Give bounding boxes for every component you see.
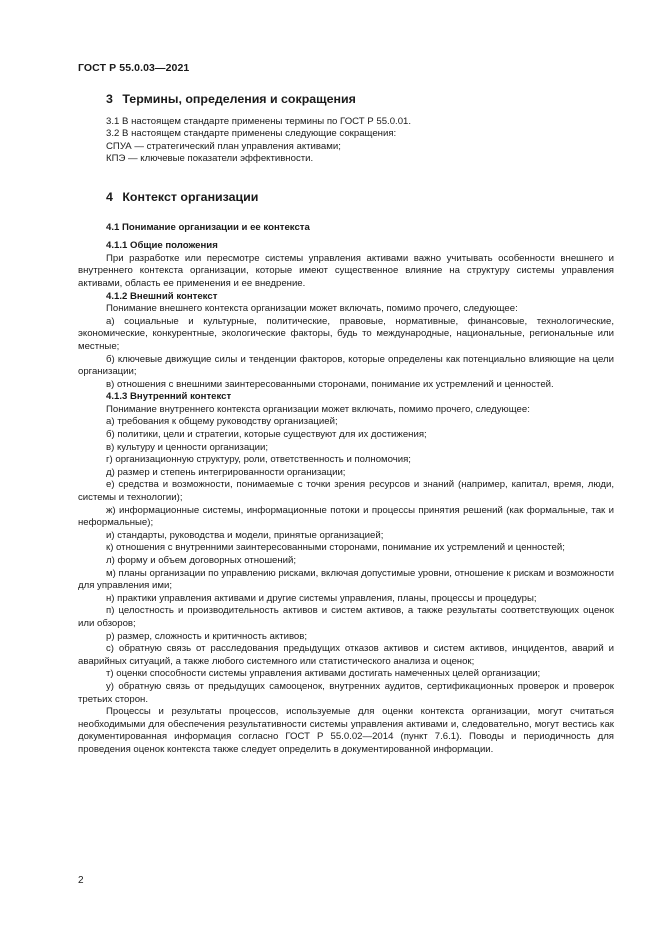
list-item-internal: г) организационную структуру, роли, ответственность и полномочия; [106, 454, 411, 466]
list-item-internal: к) отношения с внутренними заинтересованными сторонами, понимание их устремлений и ценностей; [106, 542, 565, 554]
list-item-internal: р) размер, сложность и критичность активов; [106, 630, 308, 642]
list-item-internal: б) политики, цели и стратегии, которые существуют для их достижения; [106, 429, 427, 441]
list-item-internal: п) целостность и производительность активов и систем активов, а также результаты соответствующих оценок или обзоров; [78, 605, 614, 629]
subsection-4-1-2-heading: 4.1.2 Внешний контекст [106, 290, 218, 302]
list-item-internal: н) практики управления активами и другие системы управления, планы, процессы и процедуры; [106, 592, 537, 604]
list-item-internal: и) стандарты, руководства и модели, принятые организацией; [106, 529, 384, 541]
document-code: ГОСТ Р 55.0.03—2021 [78, 62, 190, 74]
section-3-heading [106, 90, 614, 106]
section-3-number: 3 [106, 92, 113, 106]
list-item-internal: м) планы организации по управлению рисками, включая допустимые уровни, отношение к рискам и возможности для управления ими; [78, 567, 614, 592]
page-number: 2 [78, 875, 84, 886]
section-3-title: Термины, определения и сокращения [122, 92, 356, 106]
list-item-internal: ж) информационные системы, информационные потоки и процессы принятия решений (как формальные, так и неформальные); [78, 504, 614, 529]
list-item-internal: т) оценки способности системы управления активами достигать намеченных целей организации; [106, 668, 541, 680]
subsection-4-1-1-heading: 4.1.1 Общие положения [106, 240, 218, 252]
list-item-external: в) отношения с внешними заинтересованными сторонами, понимание их устремлений и ценностей. [106, 378, 554, 390]
abbreviation-kpe: КПЭ — ключевые показатели эффективности. [106, 153, 314, 165]
list-item-external: а) социальные и культурные, политические, правовые, нормативные, финансовые, технологические, экономические, конкурентные, экологические факторы, будь то международные, национальные, региональные или местные; [78, 315, 614, 352]
paragraph-3-2: 3.2 В настоящем стандарте применены следующие сокращения: [106, 128, 397, 140]
paragraph-4-1-2: Понимание внешнего контекста организации может включать, помимо прочего, следующее: [106, 303, 518, 315]
closing-paragraph: Процессы и результаты процессов, используемые для оценки контекста организации, могут считаться необходимыми для обеспечения результативности системы управления активами и, следовательно, могут вестись как документированная информация согласно ГОСТ Р 55.0.02—2014 (пункт 7.6.1). Поводы и периодичность для проведения оценок контекста также следует определить в документированной информации. [78, 706, 614, 755]
list-item-internal: у) обратную связь от предыдущих самооценок, внутренних аудитов, сертификационных проверок и проверок третьих сторон. [78, 680, 614, 705]
list-item-internal: е) средства и возможности, понимаемые с точки зрения ресурсов и знаний (например, капитал, время, люди, системы и технологии); [78, 479, 614, 504]
paragraph-3-1: 3.1 В настоящем стандарте применены термины по ГОСТ Р 55.0.01. [106, 115, 412, 127]
list-item-internal: д) размер и степень интегрированности организации; [106, 466, 346, 478]
list-item-internal: в) культуру и ценности организации; [106, 441, 269, 453]
paragraph-4-1-3: Понимание внутреннего контекста организации может включать, помимо прочего, следующее: [106, 403, 530, 415]
subsection-4-1-heading: 4.1 Понимание организации и ее контекста [106, 221, 310, 233]
page-content [78, 90, 614, 757]
section-4-heading [106, 188, 614, 204]
section-4-number: 4 [106, 189, 113, 204]
section-4-title: Контекст организации [122, 189, 259, 204]
paragraph-4-1-1: При разработке или пересмотре системы управления активами важно учитывать особенности внешнего и внутреннего контекста организации, которые имеют существенное влияние на структуру системы управления активами, область ее применения и ее внедрение. [78, 252, 614, 289]
list-item-internal: а) требования к общему руководству организацией; [106, 416, 338, 428]
list-item-internal: с) обратную связь от расследования предыдущих отказов активов и систем активов, инцидентов, аварий и аварийных ситуаций, а также любого системного или статистического анализа и оценок; [78, 643, 614, 667]
list-item-internal: л) форму и объем договорных отношений; [106, 555, 297, 566]
list-item-external: б) ключевые движущие силы и тенденции факторов, которые определены как потенциально влияющие на цели организации; [78, 353, 614, 378]
abbreviation-spua: СПУА — стратегический план управления активами; [106, 140, 341, 152]
subsection-4-1-3-heading: 4.1.3 Внутренний контекст [106, 391, 232, 403]
